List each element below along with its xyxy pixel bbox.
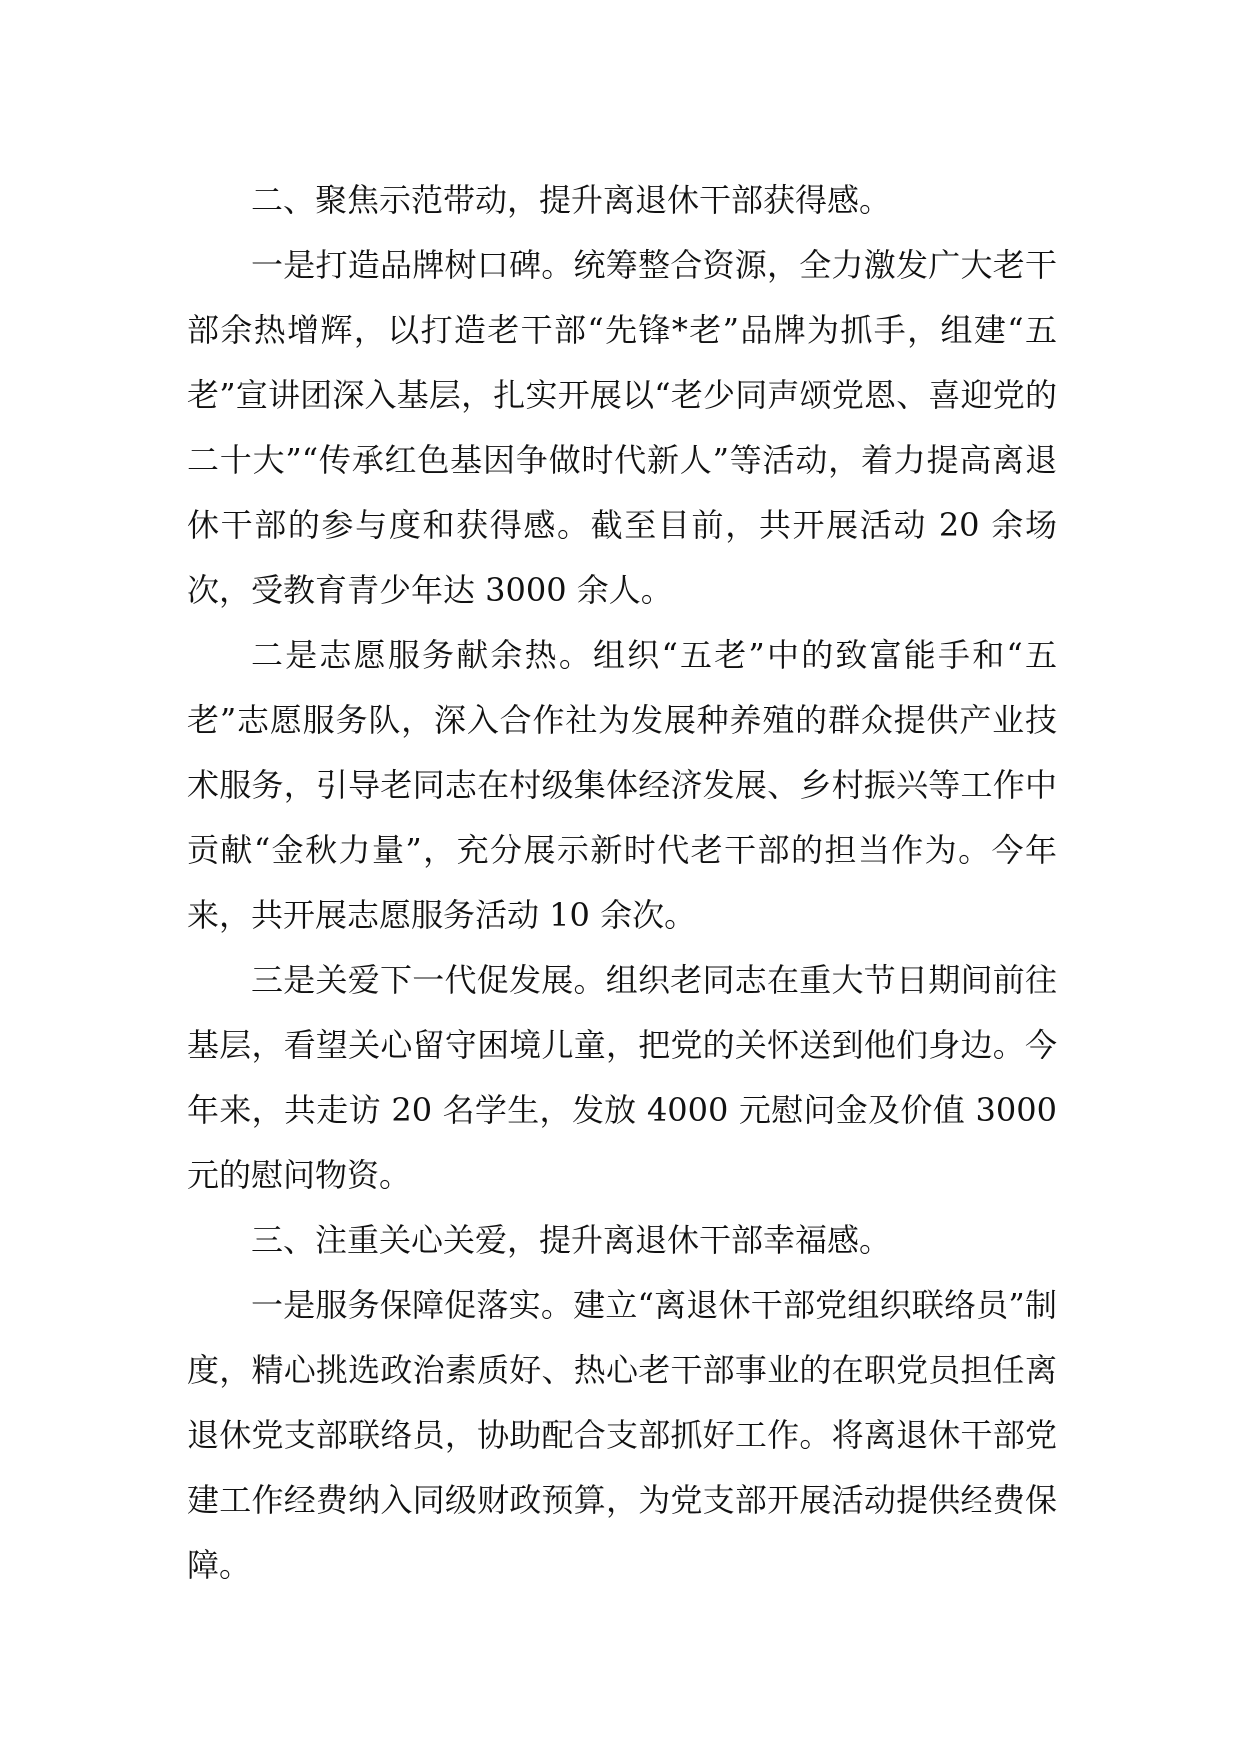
section-heading-3: 三、注重关心关爱，提升离退休干部幸福感。	[251, 1221, 892, 1259]
paragraph-volunteer-service: 二是志愿服务献余热。组织“五老”中的致富能手和“五老”志愿服务队，深入合作社为发展种养殖的群众提供产业技术服务，引导老同志在村级集体经济发展、乡村振兴等工作中贡献“金秋力量”，充分展示新时代老干部的担当作为。今年来，共开展志愿服务活动 10 余次。	[187, 636, 1057, 934]
paragraph-service-guarantee: 一是服务保障促落实。建立“离退休干部党组织联络员”制度，精心挑选政治素质好、热心老干部事业的在职党员担任离退休党支部联络员，协助配合支部抓好工作。将离退休干部党建工作经费纳入同级财政预算，为党支部开展活动提供经费保障。	[187, 1286, 1057, 1584]
document-body	[187, 168, 1057, 1598]
paragraph-brand-building: 一是打造品牌树口碑。统筹整合资源，全力激发广大老干部余热增辉，以打造老干部“先锋*老”品牌为抓手，组建“五老”宣讲团深入基层，扎实开展以“老少同声颂党恩、喜迎党的二十大”“传承红色基因争做时代新人”等活动，着力提高离退休干部的参与度和获得感。截至目前，共开展活动 20 余场次，受教育青少年达 3000 余人。	[187, 246, 1057, 609]
section-heading-2: 二、聚焦示范带动，提升离退休干部获得感。	[251, 181, 892, 219]
paragraph-care-next-generation: 三是关爱下一代促发展。组织老同志在重大节日期间前往基层，看望关心留守困境儿童，把党的关怀送到他们身边。今年来，共走访 20 名学生，发放 4000 元慰问金及价值 3000 元的慰问物资。	[187, 961, 1057, 1194]
